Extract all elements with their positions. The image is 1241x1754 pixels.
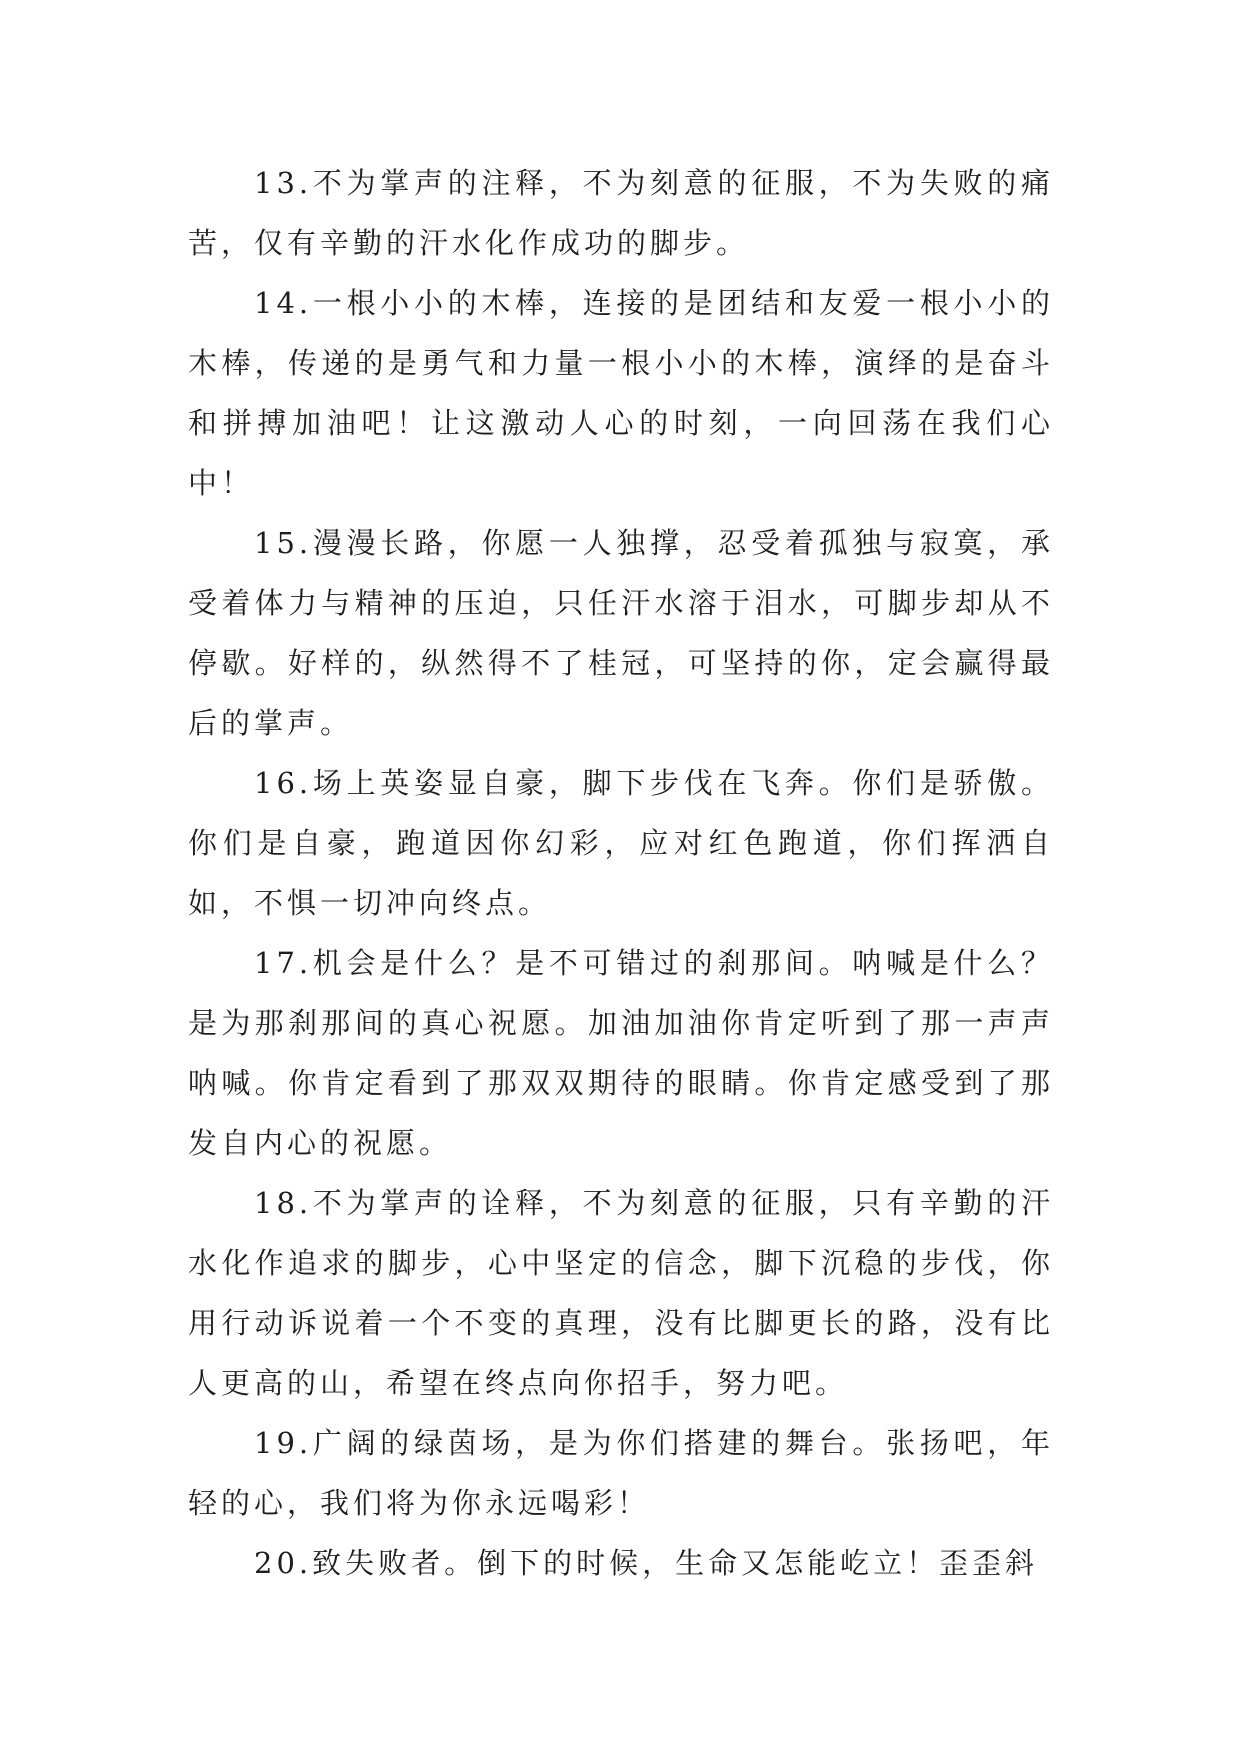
paragraph-18: 18.不为掌声的诠释，不为刻意的征服，只有辛勤的汗水化作追求的脚步，心中坚定的信念，脚下沉稳的步伐，你用行动诉说着一个不变的真理，没有比脚更长的路，没有比人更高的山，希望在终点向你招手，努力吧。 <box>188 1186 1054 1400</box>
document-body <box>188 153 1054 1593</box>
paragraph-14: 14.一根小小的木棒，连接的是团结和友爱一根小小的木棒，传递的是勇气和力量一根小小的木棒，演绎的是奋斗和拼搏加油吧！让这激动人心的时刻，一向回荡在我们心中！ <box>188 286 1054 500</box>
paragraph-19: 19.广阔的绿茵场，是为你们搭建的舞台。张扬吧，年轻的心，我们将为你永远喝彩！ <box>188 1426 1054 1520</box>
paragraph-20: 20.致失败者。倒下的时候，生命又怎能屹立！歪歪斜 <box>254 1546 1039 1580</box>
paragraph-13: 13.不为掌声的注释，不为刻意的征服，不为失败的痛苦，仅有辛勤的汗水化作成功的脚步。 <box>188 166 1054 260</box>
paragraph-17: 17.机会是什么？是不可错过的刹那间。呐喊是什么？是为那刹那间的真心祝愿。加油加油你肯定听到了那一声声呐喊。你肯定看到了那双双期待的眼睛。你肯定感受到了那发自内心的祝愿。 <box>188 946 1054 1160</box>
paragraph-15: 15.漫漫长路，你愿一人独撑，忍受着孤独与寂寞，承受着体力与精神的压迫，只任汗水溶于泪水，可脚步却从不停歇。好样的，纵然得不了桂冠，可坚持的你，定会赢得最后的掌声。 <box>188 526 1054 740</box>
paragraph-16: 16.场上英姿显自豪，脚下步伐在飞奔。你们是骄傲。你们是自豪，跑道因你幻彩，应对红色跑道，你们挥洒自如，不惧一切冲向终点。 <box>188 766 1054 920</box>
